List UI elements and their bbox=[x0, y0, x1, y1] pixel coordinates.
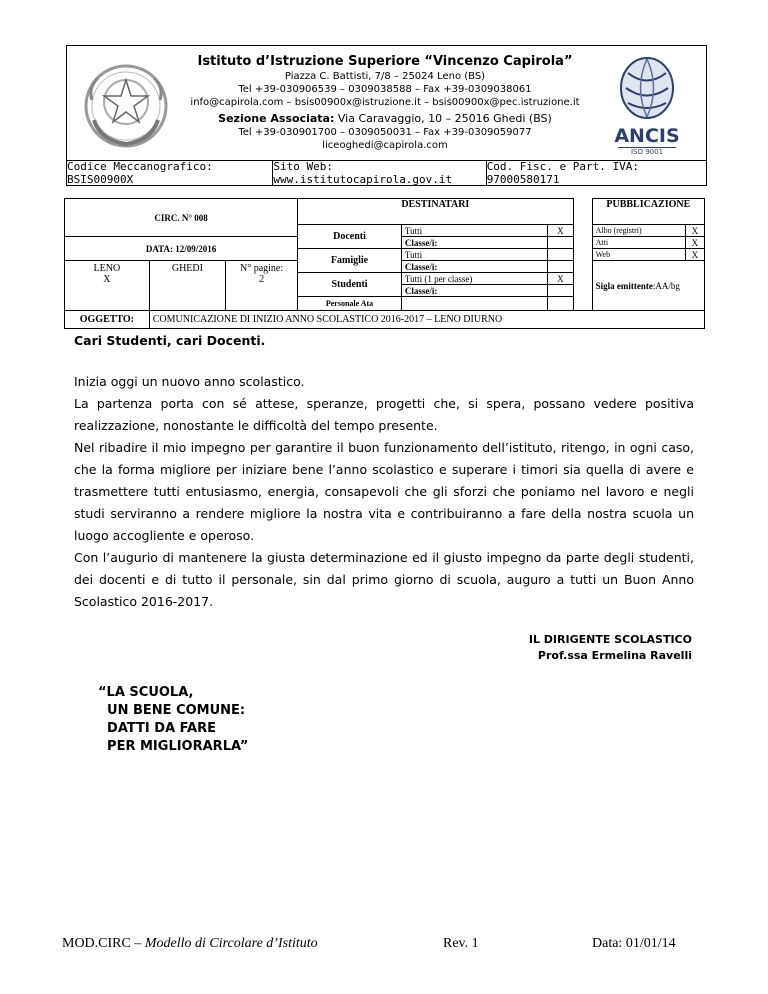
letter-paragraph-1: Inizia oggi un nuovo anno scolastico. bbox=[74, 374, 305, 389]
docenti-classe: Classe/i: bbox=[401, 237, 547, 249]
leno-label: LENO bbox=[93, 263, 121, 274]
italian-republic-emblem-icon bbox=[80, 60, 172, 152]
institute-emails: info@capirola.com – bsis00900x@istruzione.it – bsis00900x@pec.istruzione.it bbox=[190, 97, 580, 108]
pagine-count: 2 bbox=[259, 274, 265, 285]
docenti-label: Docenti bbox=[298, 225, 402, 249]
ancis-logo bbox=[606, 55, 688, 155]
albo-x: X bbox=[685, 225, 704, 237]
docenti-tutti bbox=[401, 225, 547, 237]
famiglie-classe: Classe/i: bbox=[401, 261, 547, 273]
leno-x: X bbox=[103, 274, 111, 285]
footer-revision: Rev. 1 bbox=[443, 936, 479, 951]
section-label: Sezione Associata: bbox=[218, 112, 335, 125]
web-x: X bbox=[685, 249, 704, 261]
atti-label: Atti bbox=[592, 237, 685, 249]
studenti-x: X bbox=[548, 273, 573, 285]
famiglie-label: Famiglie bbox=[298, 249, 402, 273]
section-contacts bbox=[175, 126, 595, 152]
institute-address: Piazza C. Battisti, 7/8 – 25024 Leno (BS) bbox=[284, 71, 486, 82]
sito-web: Sito Web: www.istitutocapirola.gov.it bbox=[273, 161, 486, 185]
codice-fiscale: Cod. Fisc. e Part. IVA: 97000580171 bbox=[486, 160, 640, 186]
header-info-row bbox=[66, 160, 707, 186]
ancis-globe-icon bbox=[606, 55, 688, 121]
section-email: liceoghedi@capirola.com bbox=[322, 140, 448, 151]
letter-body bbox=[74, 371, 694, 613]
studenti-tutti: Tutti (1 per classe) bbox=[401, 273, 547, 285]
sigla-label: Sigla emittente bbox=[595, 280, 653, 291]
signature-block bbox=[529, 632, 692, 664]
institute-phone: Tel +39-030906539 – 0309038588 – Fax +39-0309038061 bbox=[238, 84, 532, 95]
pubblicazione-heading: PUBBLICAZIONE bbox=[592, 199, 704, 225]
docenti-x: X bbox=[548, 225, 573, 237]
section-address: Via Caravaggio, 10 – 25016 Ghedi (BS) bbox=[337, 112, 552, 125]
letter-paragraph-4: Con l’augurio di mantenere la giusta determinazione ed il giusto impegno da parte degli studenti, dei docenti e di tutto il personale, sin dal primo giorno di scuola, auguro a tutti un Buon Anno Scolastico 2016-2017. bbox=[74, 550, 694, 609]
footer-mod-desc: Modello di Circolare d’Istituto bbox=[144, 936, 318, 951]
destinatari-heading: DESTINATARI bbox=[298, 199, 573, 225]
ancis-text: ANCIS bbox=[614, 125, 680, 147]
iso-text: ISO 9001 bbox=[618, 147, 676, 156]
footer-model bbox=[62, 936, 318, 952]
oggetto-label: OGGETTO: bbox=[65, 311, 150, 329]
codice-meccanografico: Codice Meccanografico: BSIS00900X bbox=[67, 161, 273, 185]
signature-name: Prof.ssa Ermelina Ravelli bbox=[537, 649, 692, 662]
institute-title: Istituto d’Istruzione Superiore “Vincenzo Capirola” bbox=[197, 54, 573, 69]
sede-leno bbox=[65, 261, 150, 311]
footer-mod-code: MOD.CIRC – bbox=[62, 936, 145, 951]
docenti-tutti-label: Tutti bbox=[404, 225, 423, 236]
oggetto-text: COMUNICAZIONE DI INIZIO ANNO SCOLASTICO 2016-2017 – LENO DIURNO bbox=[149, 311, 704, 329]
sigla-emittente bbox=[592, 261, 704, 311]
letter-paragraph-2: La partenza porta con sé attese, speranze, progetti che, si spera, possano vedere positiva realizzazione, nonostante le difficoltà del tempo presente. bbox=[74, 396, 694, 433]
famiglie-tutti: Tutti bbox=[401, 249, 547, 261]
section-phone: Tel +39-030901700 – 0309050031 – Fax +39-0309059077 bbox=[238, 127, 532, 138]
signature-role: IL DIRIGENTE SCOLASTICO bbox=[528, 633, 692, 646]
pagine-label: N° pagine: bbox=[239, 263, 284, 274]
letter-paragraph-3: Nel ribadire il mio impegno per garantire il buon funzionamento dell’istituto, ritengo, in ogni caso, che la forma migliore per iniziare bene l’anno scolastico e superare i timori sia quella di avere e trasmettere tutti entusiasmo, energia, consapevoli che gli sforzi che poniamo nel lavoro e negli studi serviranno a rendere migliore la nostra vita e contribuiranno a fare della nostra scuola un luogo accogliente e operoso. bbox=[74, 440, 694, 543]
section-heading bbox=[175, 112, 595, 126]
sigla-value: :AA/bg bbox=[652, 280, 680, 291]
personale-label: Personale Ata bbox=[298, 297, 402, 311]
atti-x: X bbox=[685, 237, 704, 249]
pagine bbox=[226, 261, 298, 311]
studenti-label: Studenti bbox=[298, 273, 402, 297]
circular-info-table bbox=[64, 198, 705, 329]
footer-date: Data: 01/01/14 bbox=[592, 936, 676, 951]
studenti-classe: Classe/i: bbox=[401, 285, 547, 297]
circ-number: CIRC. N° 008 bbox=[65, 199, 298, 237]
albo-label: Albo (registri) bbox=[592, 225, 685, 237]
circ-date: DATA: 12/09/2016 bbox=[65, 237, 298, 261]
school-motto: “LA SCUOLA, UN BENE COMUNE: DATTI DA FARE PER MIGLIORARLA” bbox=[98, 685, 249, 754]
letter-greeting: Cari Studenti, cari Docenti. bbox=[74, 333, 266, 348]
institute-contacts bbox=[175, 70, 595, 109]
sede-ghedi: GHEDI bbox=[149, 261, 225, 311]
web-label: Web bbox=[592, 249, 685, 261]
